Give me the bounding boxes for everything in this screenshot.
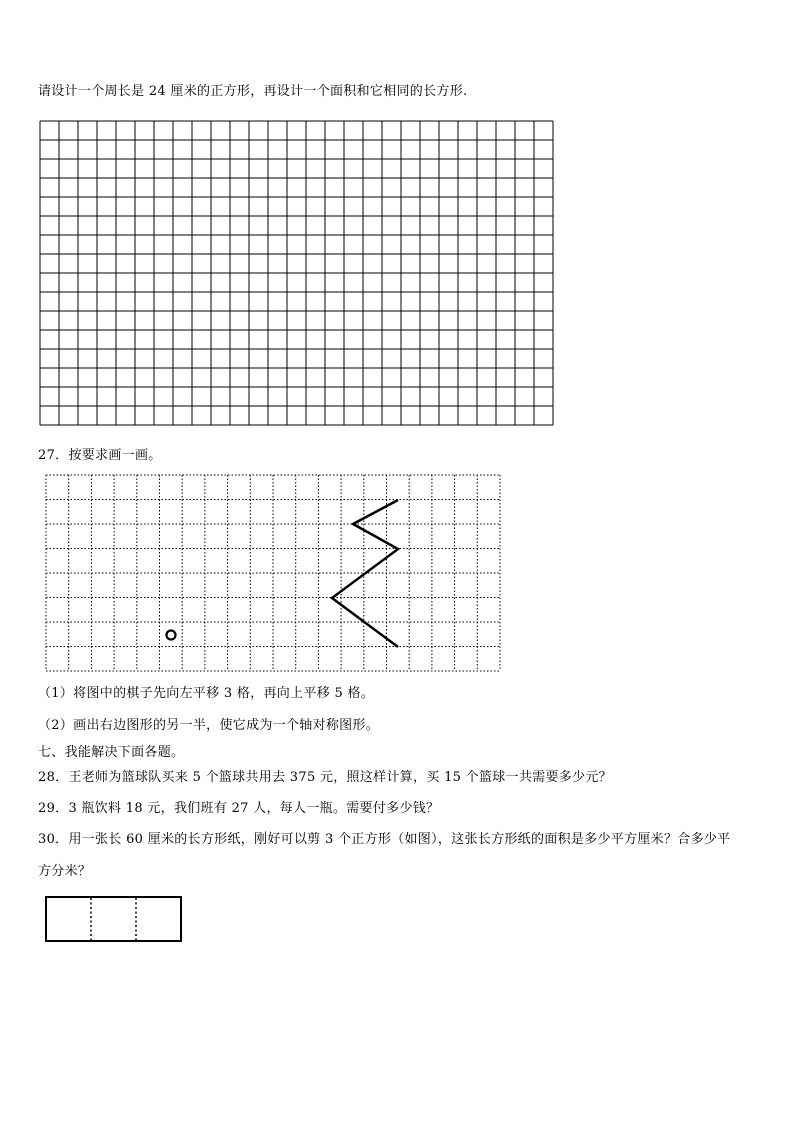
q30-line2: 方分米？ xyxy=(38,864,92,879)
q29-text: 29．3 瓶饮料 18 元，我们班有 27 人，每人一瓶。需要付多少钱？ xyxy=(38,801,440,816)
rectangle-paper-figure xyxy=(46,897,181,941)
q27-part1: （1）将图中的棋子先向左平移 3 格，再向上平移 5 格。 xyxy=(38,686,375,701)
grid-paper-solid xyxy=(40,121,553,425)
chess-piece xyxy=(167,631,176,640)
q27-part2: （2）画出右边图形的另一半，使它成为一个轴对称图形。 xyxy=(38,718,380,733)
q28-text: 28．王老师为篮球队买来 5 个篮球共用去 375 元，照这样计算，买 15 个篮球一共需要多少元？ xyxy=(38,770,612,785)
section7-heading: 七、我能解决下面各题。 xyxy=(38,745,185,760)
q27-title: 27．按要求画一画。 xyxy=(38,448,162,463)
intro-question: 请设计一个周长是 24 厘米的正方形，再设计一个面积和它相同的长方形. xyxy=(38,84,468,99)
half-figure-zigzag xyxy=(332,500,398,647)
q30-line1: 30．用一张长 60 厘米的长方形纸，刚好可以剪 3 个正方形（如图），这张长方形纸的面积是多少平方厘米？合多少平 xyxy=(38,832,731,847)
grid-paper-dotted xyxy=(46,475,500,671)
